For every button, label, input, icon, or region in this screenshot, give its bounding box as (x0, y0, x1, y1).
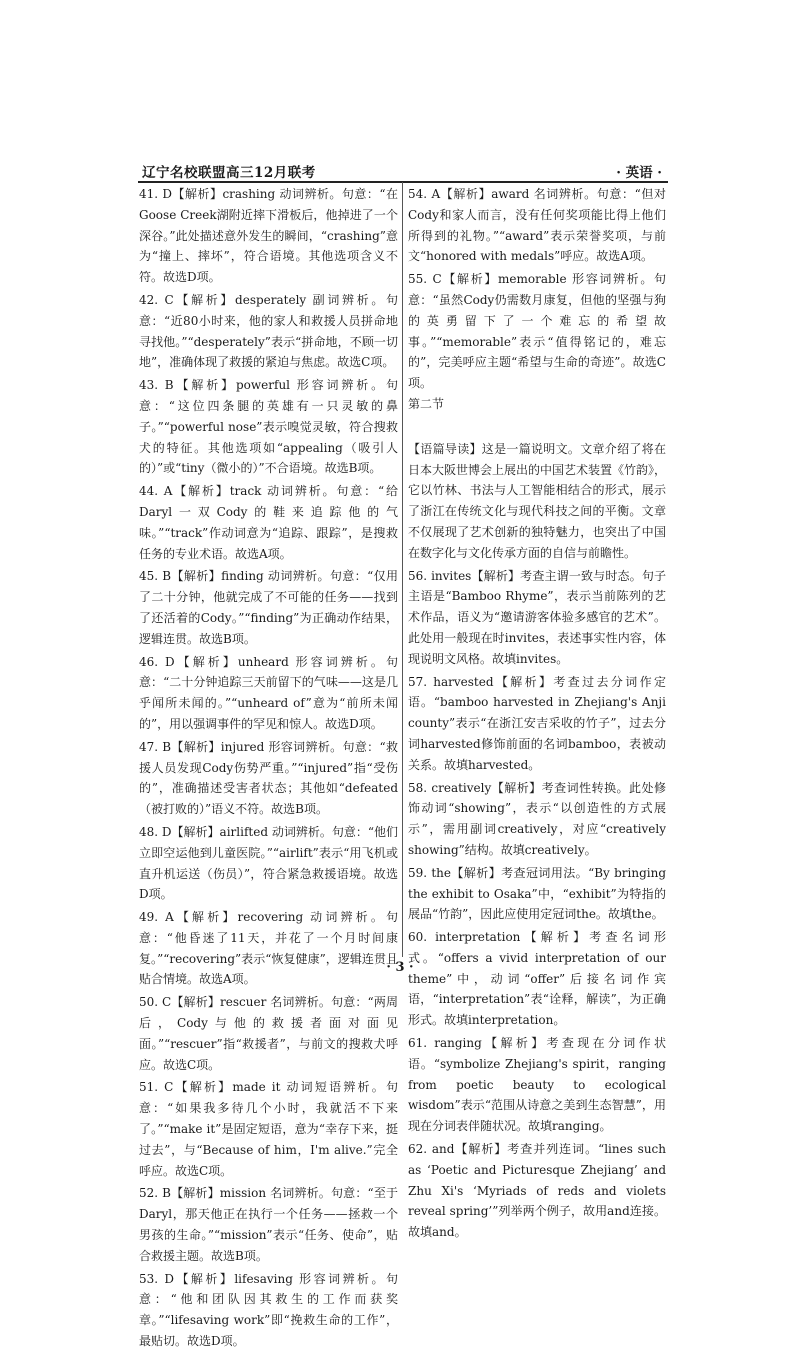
answer-item-58: 58. creatively【解析】考查词性转换。此处修饰动词“showing”，表示“以创造性的方式展示”，需用副词creatively，对应“creatively showing”结构。故填creatively。 (408, 780, 666, 857)
answer-item-41: 41. D【解析】crashing 动词辨析。句意：“在Goose Creek湖附近摔下滑板后，他掉进了一个深谷。”此处描述意外发生的瞬间，“crashing”意为“撞上、摔坏”，符合语境。其他选项含义不符。故选D项。 (139, 187, 398, 285)
answer-item-53: 53. D【解析】lifesaving 形容词辨析。句意：“他和团队因其救生的工作而获奖章。”“lifesaving work”即“挽救生命的工作”，最贴切。故选D项。 (139, 1271, 398, 1349)
answer-item-50: 50. C【解析】rescuer 名词辨析。句意：“两周后，Cody与他的救援者面对面见面。”“rescuer”指“救援者”，与前文的搜救犬呼应。故选C项。 (139, 995, 398, 1072)
reading-guide: 【语篇导读】这是一篇说明文。文章介绍了将在日本大阪世博会上展出的中国艺术装置《竹韵》，它以竹林、书法与人工智能相结合的形式，展示了浙江在传统文化与现代科技之间的平衡。文章不仅展现了艺术创新的独特魅力，也突出了中国在数字化与文化传承方面的自信与前瞻性。 (408, 441, 667, 560)
page-number: · 3 · (386, 960, 414, 975)
answer-item-42: 42. C【解析】desperately 副词辨析。句意：“近80小时来，他的家人和救援人员拼命地寻找他。”“desperately”表示“拼命地，不顾一切地”，准确体现了救援的紧迫与焦虑。故选C项。 (139, 292, 398, 370)
answer-item-44: 44. A【解析】track 动词辨析。句意：“给Daryl一双Cody的鞋来追踪他的气味。”“track”作动词意为“追踪、跟踪”，是搜救任务的专业术语。故选A项。 (139, 484, 398, 561)
answer-item-45: 45. B【解析】finding 动词辨析。句意：“仅用了二十分钟，他就完成了不可能的任务——找到了还活着的Cody。”“finding”为正确动作结果，逻辑连贯。故选B项。 (139, 569, 398, 646)
right-column (408, 184, 666, 1243)
exam-title: 辽宁名校联盟高三12月联考 (142, 165, 316, 181)
answer-item-46: 46. D【解析】unheard 形容词辨析。句意：“二十分钟追踪三天前留下的气味——这是几乎闻所未闻的。”“unheard of”意为“前所未闻的”，用以强调事件的罕见和惊人。故选D项。 (139, 654, 398, 731)
left-column (139, 184, 398, 1352)
answer-item-52: 52. B【解析】mission 名词辨析。句意：“至于Daryl，那天他正在执行一个任务——拯救一个男孩的生命。”“mission”表示“任务、使命”，贴合救援主题。故选B项。 (139, 1186, 398, 1263)
answer-item-61: 61. ranging【解析】考查现在分词作状语。“symbolize Zhejiang's spirit，ranging from poetic beauty to ecological wisdom”表示“范围从诗意之美到生态智慧”，用现在分词表伴随状况。故填ranging。 (408, 1036, 666, 1134)
page-header (138, 161, 668, 183)
answer-item-56: 56. invites【解析】考查主谓一致与时态。句子主语是“Bamboo Rhyme”，表示当前陈列的艺术作品，语义为“邀请游客体验多感官的艺术”。此处用一般现在时invites，表述事实性内容，体现说明文风格。故填invites。 (408, 568, 666, 666)
answer-item-51: 51. C【解析】made it 动词短语辨析。句意：“如果我多待几个小时，我就活不下来了。”“make it”是固定短语，意为“幸存下来，挺过去”，与“Because of him，I'm alive.”完全呼应。故选C项。 (139, 1080, 398, 1178)
answer-item-54: 54. A【解析】award 名词辨析。句意：“但对Cody和家人而言，没有任何奖项能比得上他们所得到的礼物。”“award”表示荣誉奖项，与前文“honored with medals”呼应。故选A项。 (408, 187, 666, 264)
answer-item-62: 62. and【解析】考查并列连词。“lines such as ‘Poetic and Picturesque Zhejiang’ and Zhu Xi's ‘Myriads of reds and violets reveal spring’”列举两个例子，故用and连接。故填and。 (408, 1142, 666, 1240)
answer-item-57: 57. harvested【解析】考查过去分词作定语。“bamboo harvested in Zhejiang's Anji county”表示“在浙江安吉采收的竹子”，过去分词harvested修饰前面的名词bamboo，表被动关系。故填harvested。 (408, 674, 666, 772)
answer-item-49: 49. A【解析】recovering 动词辨析。句意：“他昏迷了11天，并花了一个月时间康复。”“recovering”表示“恢复健康”，逻辑连贯且贴合情境。故选A项。 (139, 910, 398, 987)
answer-item-43: 43. B【解析】powerful 形容词辨析。句意：“这位四条腿的英雄有一只灵敏的鼻子。”“powerful nose”表示嗅觉灵敏，符合搜救犬的特征。其他选项如“appealing（吸引人的）”或“tiny（微小的）”不合语境。故选B项。 (139, 378, 398, 476)
answer-item-60: 60. interpretation【解析】考查名词形式。“offers a vivid interpretation of our theme”中，动词“offer”后接名词作宾语，“interpretation”表“诠释，解读”，为正确形式。故填interpretation。 (408, 930, 666, 1028)
section-title: 第二节 (408, 396, 445, 411)
answer-item-55: 55. C【解析】memorable 形容词辨析。句意：“虽然Cody仍需数月康复，但他的坚强与狗的英勇留下了一个难忘的希望故事。”“memorable”表示“值得铭记的，难忘的”，完美呼应主题“希望与生命的奇迹”。故选C项。 (408, 272, 666, 391)
answer-item-47: 47. B【解析】injured 形容词辨析。句意：“救援人员发现Cody伤势严重。”“injured”指“受伤的”，准确描述受害者状态；其他如“defeated（被打败的）”语义不符。故选B项。 (139, 739, 398, 817)
answer-item-48: 48. D【解析】airlifted 动词辨析。句意：“他们立即空运他到儿童医院。”“airlift”表示“用飞机或直升机运送（伤员）”，符合紧急救援语境。故选D项。 (139, 824, 398, 902)
column-divider (402, 182, 403, 957)
subject-label: · 英语 · (616, 165, 662, 181)
answer-item-59: 59. the【解析】考查冠词用法。“By bringing the exhibit to Osaka”中，“exhibit”为特指的展品“竹韵”，因此应使用定冠词the。故填the。 (408, 865, 666, 922)
